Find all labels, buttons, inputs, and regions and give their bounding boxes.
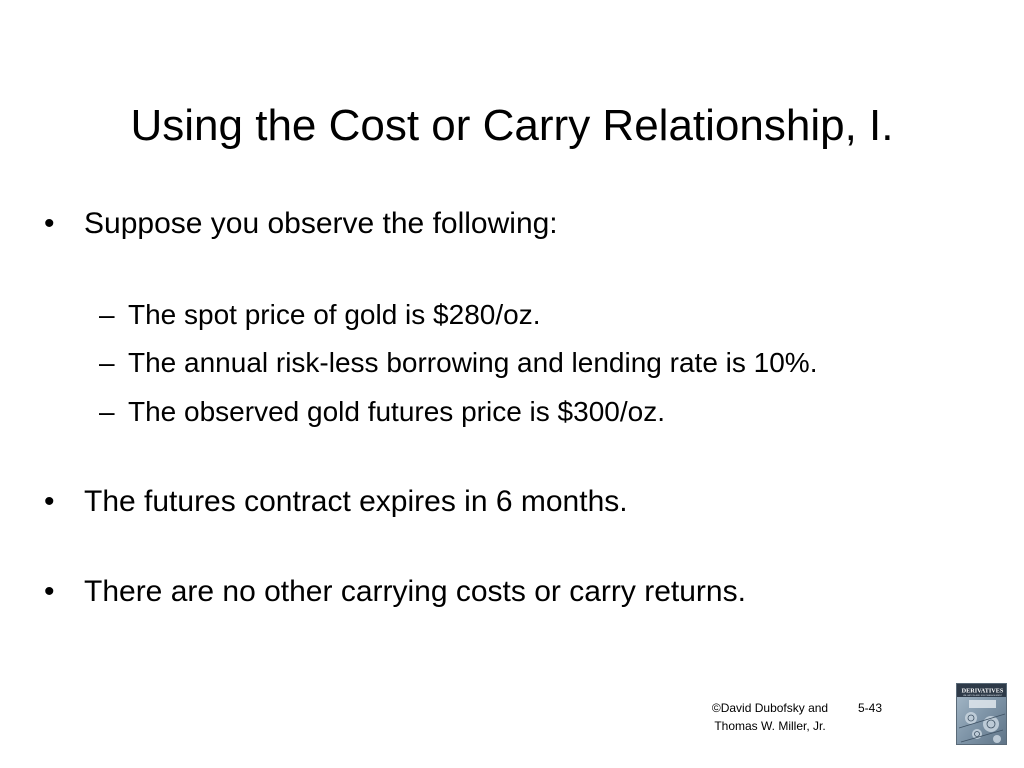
sub-bullet-text: The spot price of gold is $280/oz. <box>128 299 541 330</box>
book-title: DERIVATIVES <box>961 687 1004 695</box>
slide-title: Using the Cost or Carry Relationship, I. <box>130 101 894 150</box>
bullet-icon: • <box>44 207 55 240</box>
bullet-text: The futures contract expires in 6 months. <box>84 485 628 518</box>
sub-bullet-text: The observed gold futures price is $300/oz. <box>128 396 665 427</box>
book-subtitle: VALUATION AND RISK MANAGEMENT <box>962 695 1003 697</box>
credit-line-1: ©David Dubofsky and <box>711 701 829 715</box>
dash-icon: – <box>99 396 115 427</box>
book-cover-graphic <box>957 684 1007 745</box>
sub-bullet-text: The annual risk-less borrowing and lending rate is 10%. <box>128 347 818 378</box>
bullet-icon: • <box>44 485 55 518</box>
bullet-text: Suppose you observe the following: <box>84 207 558 240</box>
bullet-icon: • <box>44 575 55 608</box>
bullet-text: There are no other carrying costs or carry returns. <box>84 575 746 608</box>
dash-icon: – <box>99 347 115 378</box>
page-number: 5-43 <box>858 701 883 715</box>
book-cover-image <box>956 683 1007 745</box>
credit-line-2: Thomas W. Miller, Jr. <box>714 719 826 733</box>
dash-icon: – <box>99 299 115 330</box>
footer-credit <box>690 699 850 735</box>
